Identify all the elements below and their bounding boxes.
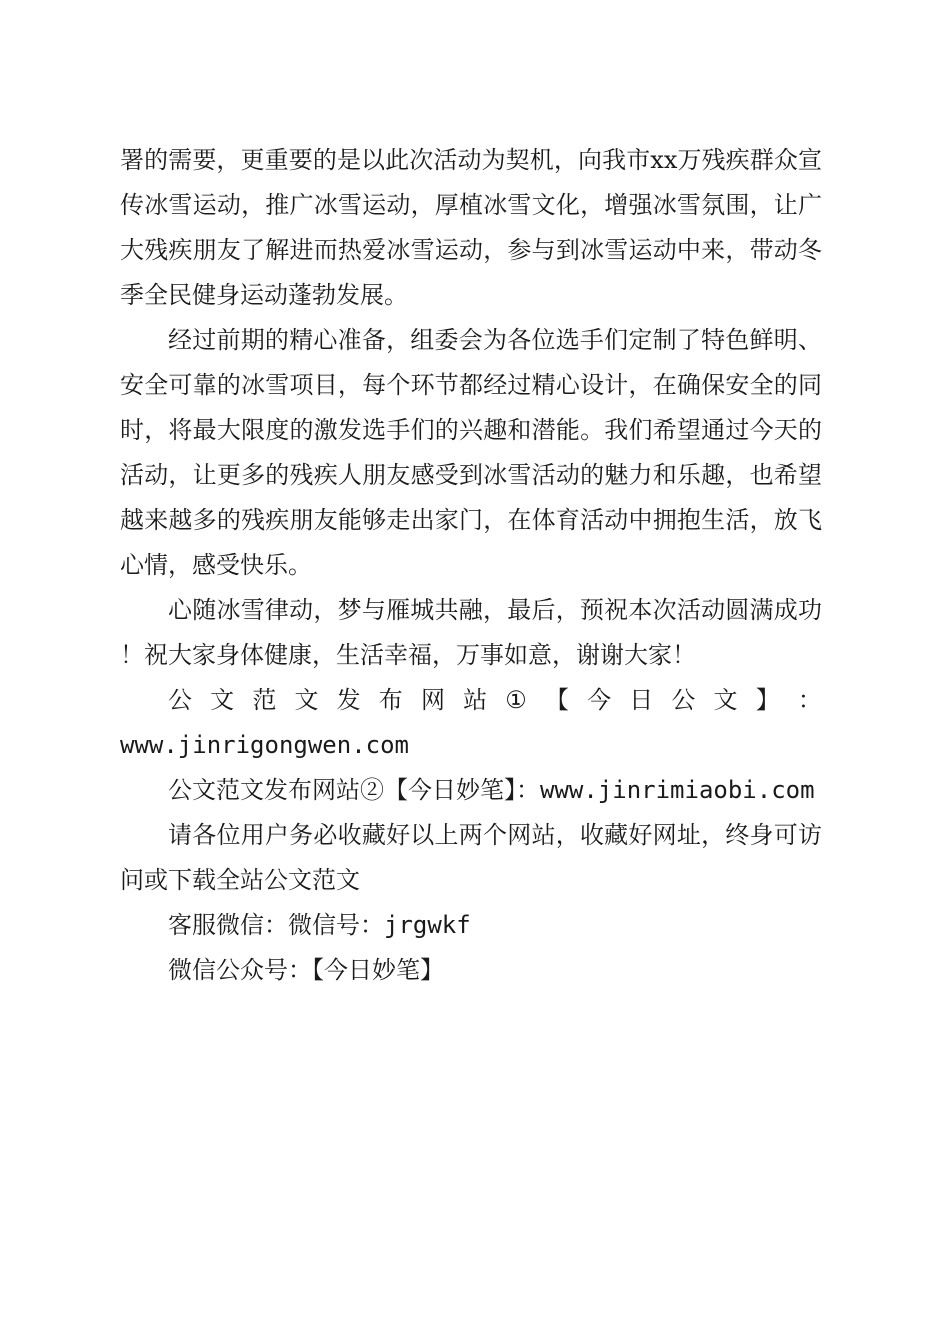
footer-site1-label-char: 布 (378, 686, 403, 714)
footer-wechat-service (120, 903, 822, 948)
footer-notice: 请各位用户务必收藏好以上两个网站，收藏好网址，终身可访问或下载全站公文范文 (120, 821, 822, 894)
paragraph-closing-purpose: 署的需要，更重要的是以此次活动为契机，向我市xx万残疾群众宣传冰雪运动，推广冰雪运动，厚植冰雪文化，增强冰雪氛围，让广大残疾朋友了解进而热爱冰雪运动，参与到冰雪运动中来，带动冬季全民健身运动蓬勃发展。 (120, 146, 822, 309)
footer-site1-label-char: 发 (336, 686, 361, 714)
footer-site2-url[interactable]: www.jinrimiaobi.com (540, 776, 815, 804)
footer-site1-label-char: 【 (544, 686, 569, 714)
footer-site2 (120, 768, 822, 813)
footer-site1-label-char: 站 (463, 686, 488, 714)
paragraph-preparation: 经过前期的精心准备，组委会为各位选手们定制了特色鲜明、安全可靠的冰雪项目，每个环节都经过精心设计，在确保安全的同时，将最大限度的激发选手们的兴趣和潜能。我们希望通过今天的活动，让更多的残疾人朋友感受到冰雪活动的魅力和乐趣，也希望越来越多的残疾朋友能够走出家门，在体育活动中拥抱生活，放飞心情，感受快乐。 (120, 326, 822, 579)
footer-site1-label-char: ① (505, 686, 527, 714)
footer-site1-label (120, 678, 822, 723)
footer-site1-url[interactable]: www.jinrigongwen.com (120, 731, 409, 759)
footer-site1-label-char: 日 (629, 686, 654, 714)
footer-site1 (120, 678, 822, 768)
footer-site1-label-char: 文 (713, 686, 738, 714)
footer-site1-label-char: 文 (210, 686, 235, 714)
footer-wechat-service-id: jrgwkf (384, 911, 471, 939)
footer-wechat-service-label: 客服微信：微信号： (168, 911, 384, 939)
footer-site2-label: 公文范文发布网站②【今日妙笔】： (168, 776, 540, 804)
footer-site1-label-char: ： (797, 686, 822, 714)
document-body (120, 138, 822, 993)
footer-site1-label-char: 公 (168, 686, 192, 714)
footer-site1-label-char: 文 (294, 686, 319, 714)
footer-site1-label-char: 公 (671, 686, 696, 714)
footer-site1-label-char: 】 (755, 686, 780, 714)
paragraph-wishes: 心随冰雪律动，梦与雁城共融，最后，预祝本次活动圆满成功！祝大家身体健康，生活幸福，万事如意，谢谢大家！ (120, 596, 822, 669)
footer-site1-label-char: 今 (587, 686, 612, 714)
footer-wechat-official: 微信公众号：【今日妙笔】 (168, 956, 444, 984)
footer-site1-label-char: 范 (252, 686, 277, 714)
footer-site1-label-char: 网 (420, 686, 445, 714)
